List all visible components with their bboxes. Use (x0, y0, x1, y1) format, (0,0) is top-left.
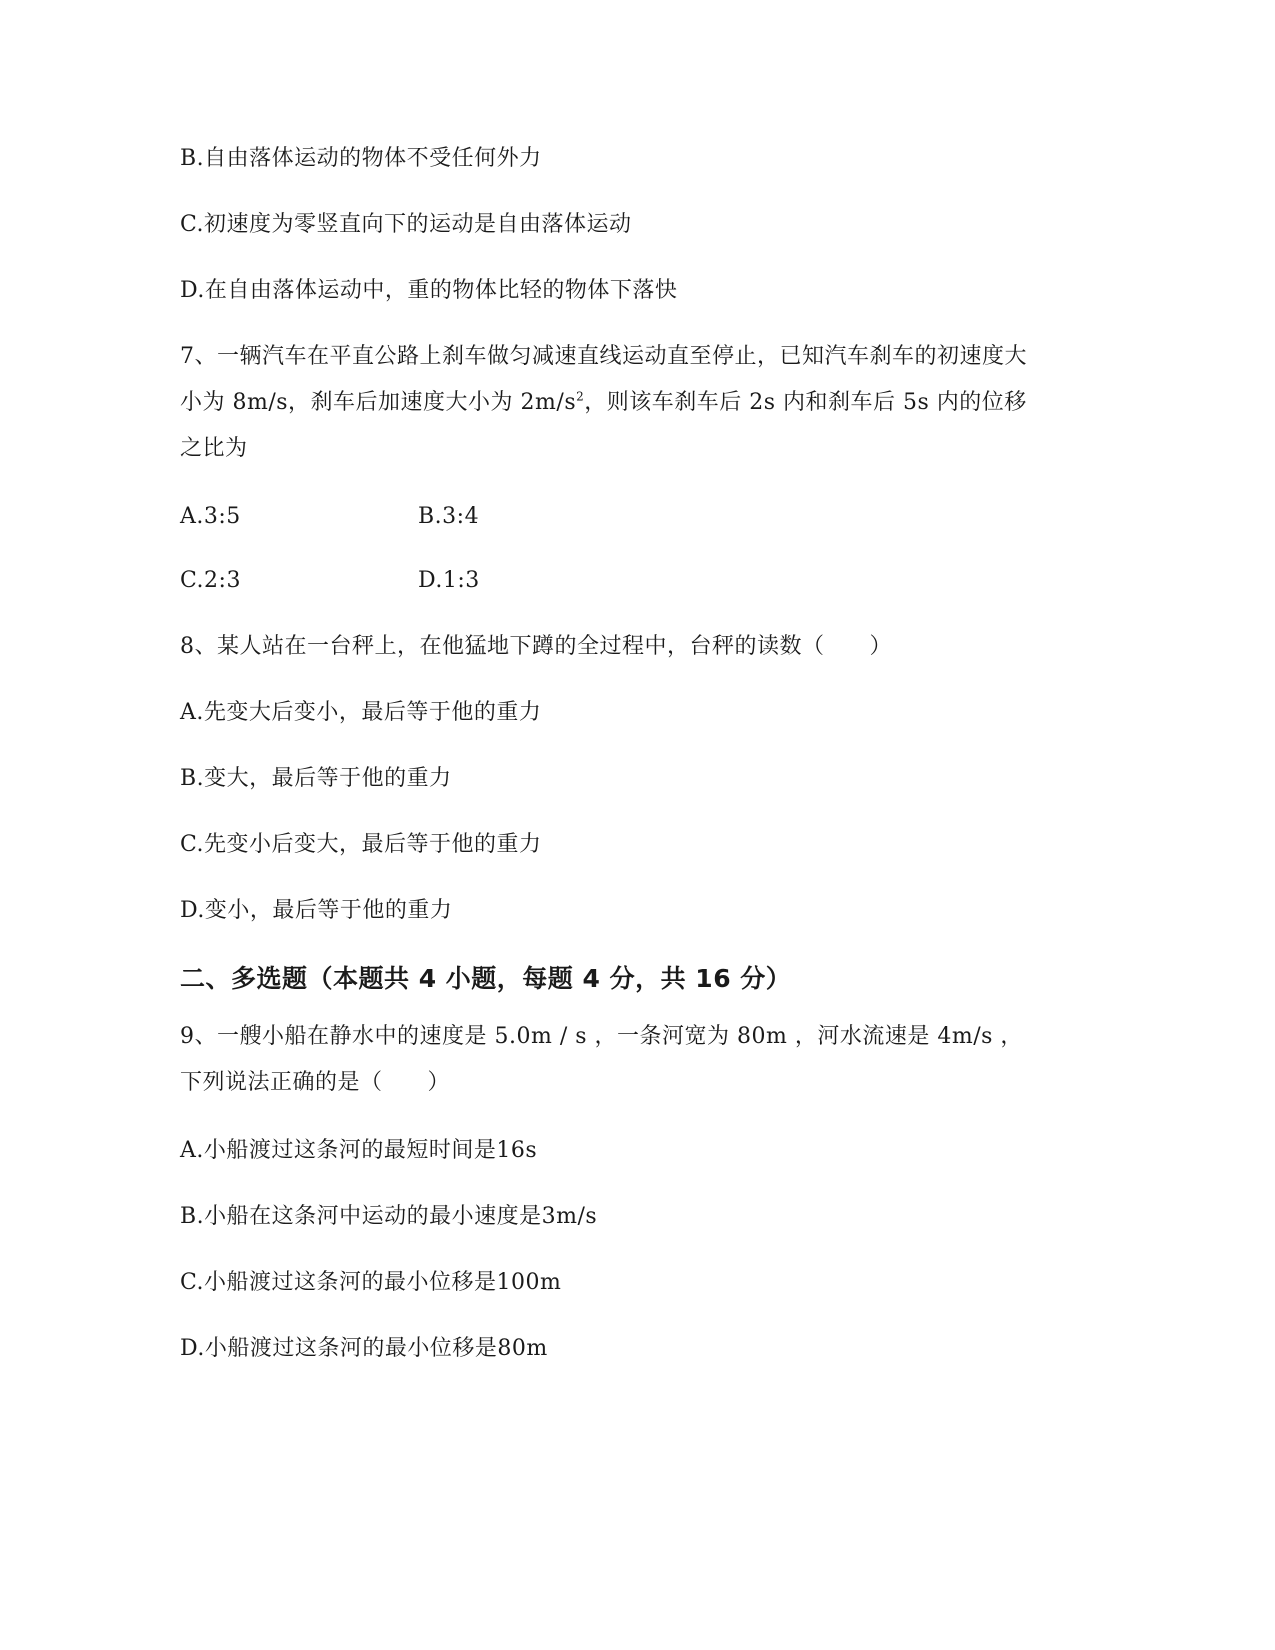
q7-option-d: D.1:3 (418, 568, 480, 593)
q8-option-c: C.先变小后变大，最后等于他的重力 (180, 832, 542, 857)
q7-option-a: A.3:5 (180, 504, 241, 529)
q7-option-b: B.3:4 (418, 504, 480, 529)
q7-option-c: C.2:3 (180, 568, 241, 593)
q8-stem: 8、某人站在一台秤上，在他猛地下蹲的全过程中，台秤的读数（ ） (180, 634, 892, 659)
q6-option-b: B.自由落体运动的物体不受任何外力 (180, 146, 542, 171)
q6-option-d: D.在自由落体运动中，重的物体比轻的物体下落快 (180, 278, 678, 303)
q7-stem (180, 334, 1040, 472)
q9-option-c: C.小船渡过这条河的最小位移是100m (180, 1270, 562, 1295)
q9-option-d: D.小船渡过这条河的最小位移是80m (180, 1336, 548, 1361)
q6-option-c: C.初速度为零竖直向下的运动是自由落体运动 (180, 212, 632, 237)
section-heading-multiple-choice: 二、多选题（本题共 4 小题，每题 4 分，共 16 分） (180, 964, 792, 993)
q8-option-a: A.先变大后变小，最后等于他的重力 (180, 700, 542, 725)
q9-stem: 9、一艘小船在静水中的速度是 5.0m / s ，一条河宽为 80m ，河水流速是 4m/s ，下列说法正确的是（ ） (180, 1024, 1023, 1095)
q8-option-b: B.变大，最后等于他的重力 (180, 766, 452, 791)
q9-option-a: A.小船渡过这条河的最短时间是16s (180, 1138, 538, 1163)
q7-stem-sup: 2 (576, 389, 585, 404)
q7-stem-part2: ，则该车刹车后 2s 内和刹车后 5s 内的位移之比为 (180, 390, 1027, 461)
q7-stem-part1: 7、一辆汽车在平直公路上刹车做匀减速直线运动直至停止，已知汽车刹车的初速度大小为 8m/s，刹车后加速度大小为 2m/s (180, 344, 1027, 415)
q8-option-d: D.变小，最后等于他的重力 (180, 898, 453, 923)
q9-option-b: B.小船在这条河中运动的最小速度是3m/s (180, 1204, 598, 1229)
